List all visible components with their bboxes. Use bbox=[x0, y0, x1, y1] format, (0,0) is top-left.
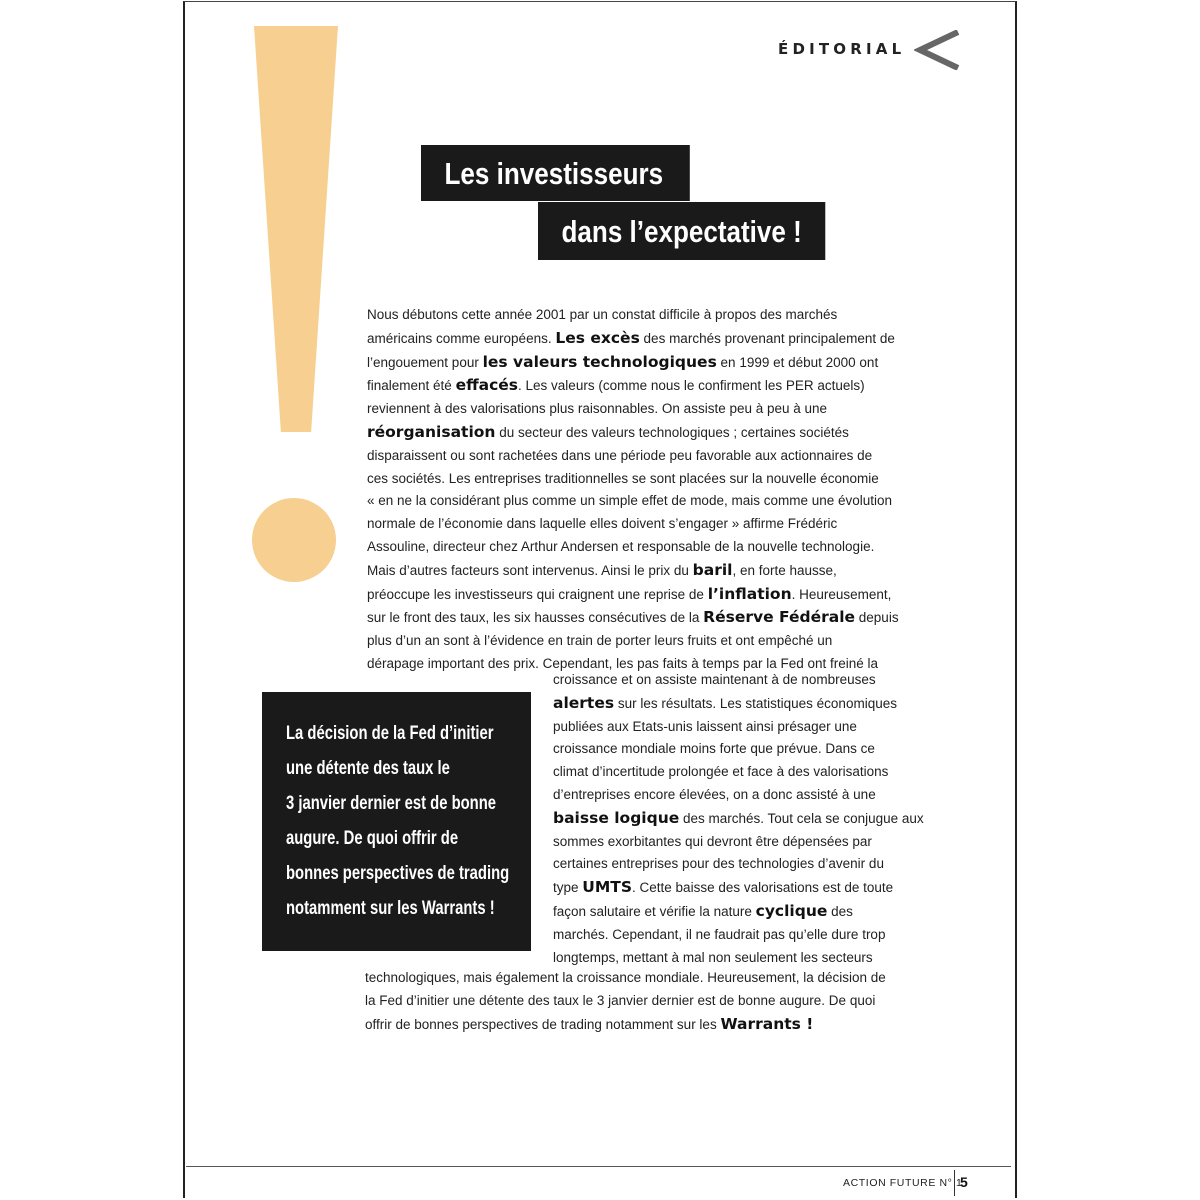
text-run: certaines entreprises pour des technologies d’avenir du bbox=[553, 856, 884, 872]
text-run: longtemps, mettant à mal non seulement les secteurs bbox=[553, 949, 873, 965]
text-run: disparaissent ou sont rachetées dans une période peu favorable aux actionnaires de bbox=[367, 447, 873, 463]
emphasis-text: Warrants ! bbox=[720, 1014, 814, 1033]
text-run: préoccupe les investisseurs qui craignent une reprise de bbox=[367, 586, 708, 602]
text-line bbox=[553, 669, 924, 692]
page-number: 5 bbox=[960, 1174, 968, 1190]
article-body-bottom bbox=[365, 967, 886, 1036]
text-line bbox=[367, 468, 899, 491]
text-run: finalement été bbox=[367, 378, 456, 394]
text-line bbox=[367, 304, 899, 327]
text-run: depuis bbox=[855, 610, 899, 626]
text-run: dérapage important des prix. Cependant, les pas faits à temps par la Fed ont freiné la bbox=[367, 655, 879, 671]
text-line bbox=[553, 947, 924, 970]
text-run: façon salutaire et vérifie la nature bbox=[553, 903, 756, 919]
text-run: la Fed d’initier une détente des taux le 3 janvier dernier est de bonne augure. De quoi bbox=[365, 992, 876, 1008]
text-run: type bbox=[553, 880, 583, 896]
text-run: ces sociétés. Les entreprises traditionnelles se sont placées sur la nouvelle économie bbox=[367, 470, 879, 486]
text-run: l’engouement pour bbox=[367, 354, 483, 370]
text-line bbox=[365, 1013, 886, 1037]
footer-rule bbox=[186, 1166, 1011, 1167]
text-line bbox=[553, 853, 924, 876]
text-run: d’entreprises encore élevées, on a donc assisté à une bbox=[553, 786, 876, 802]
text-line bbox=[553, 924, 924, 947]
emphasis-text: Les excès bbox=[555, 328, 640, 347]
text-line bbox=[367, 490, 899, 513]
text-run: Mais d’autres facteurs sont intervenus. Ainsi le prix du bbox=[367, 562, 693, 578]
section-label: ÉDITORIAL bbox=[778, 40, 906, 58]
text-run: du secteur des valeurs technologiques ; certaines sociétés bbox=[495, 424, 849, 440]
text-run: publiées aux Etats-unis laissent ainsi présager une bbox=[553, 718, 857, 734]
emphasis-text: baril bbox=[692, 560, 733, 579]
footer-publication-name: ACTION FUTURE N° 1 bbox=[843, 1177, 963, 1189]
text-run: Assouline, directeur chez Arthur Andersen et responsable de la nouvelle technologie. bbox=[367, 538, 875, 554]
text-run: marchés. Cependant, il ne faudrait pas qu’elle dure trop bbox=[553, 926, 886, 942]
text-run: sur le front des taux, les six hausses consécutives de la bbox=[367, 610, 704, 626]
text-line bbox=[367, 536, 899, 559]
text-line bbox=[553, 692, 924, 716]
text-line bbox=[367, 351, 899, 375]
text-line bbox=[553, 738, 924, 761]
exclamation-dot-graphic bbox=[252, 498, 336, 582]
emphasis-text: baisse logique bbox=[553, 808, 680, 827]
text-run: technologiques, mais également la croissance mondiale. Heureusement, la décision de bbox=[365, 970, 886, 985]
text-run: normale de l’économie dans laquelle elles doivent s’engager » affirme Frédéric bbox=[367, 516, 838, 532]
text-run: américains comme européens. bbox=[367, 330, 556, 346]
text-line bbox=[553, 831, 924, 854]
text-run: . Les valeurs (comme nous le confirment les PER actuels) bbox=[518, 378, 865, 394]
emphasis-text: l’inflation bbox=[707, 584, 792, 603]
pull-quote-line: bonnes perspectives de trading bbox=[286, 863, 510, 884]
headline-line-2: dans l’expectative ! bbox=[538, 202, 825, 260]
text-run: « en ne la considérant plus comme un simple effet de mode, mais comme une évolution bbox=[367, 493, 893, 509]
pull-quote-text bbox=[286, 716, 509, 926]
pull-quote-line: une détente des taux le bbox=[286, 758, 450, 779]
pull-quote-line: La décision de la Fed d’initier bbox=[286, 723, 494, 744]
text-line bbox=[367, 374, 899, 398]
text-line bbox=[553, 876, 924, 900]
text-run: des bbox=[827, 903, 853, 919]
text-run: croissance et on assiste maintenant à de nombreuses bbox=[553, 672, 876, 687]
text-line bbox=[367, 327, 899, 351]
text-line bbox=[365, 990, 886, 1013]
text-run: plus d’un an sont à l’évidence en train de porter leurs fruits et ont empêché un bbox=[367, 633, 833, 649]
headline-line-1: Les investisseurs bbox=[421, 145, 690, 201]
text-line bbox=[367, 398, 899, 421]
text-line bbox=[367, 513, 899, 536]
text-run: . Cette baisse des valorisations est de toute bbox=[632, 880, 894, 896]
pull-quote-line: notamment sur les Warrants ! bbox=[286, 898, 495, 919]
text-run: des marchés provenant principalement de bbox=[639, 330, 895, 346]
text-run: climat d’incertitude prolongée et face à des valorisations bbox=[553, 764, 889, 780]
emphasis-text: cyclique bbox=[755, 901, 828, 920]
text-run: croissance mondiale moins forte que prévue. Dans ce bbox=[553, 741, 875, 757]
text-line bbox=[365, 967, 886, 990]
text-line bbox=[367, 559, 899, 583]
text-run: sommes exorbitantes qui devront être dépensées par bbox=[553, 833, 872, 849]
text-run: Nous débutons cette année 2001 par un constat difficile à propos des marchés bbox=[367, 307, 838, 322]
text-run: sur les résultats. Les statistiques économiques bbox=[614, 695, 897, 711]
text-line bbox=[553, 807, 924, 831]
text-line bbox=[553, 716, 924, 739]
text-line bbox=[367, 630, 899, 653]
text-line bbox=[367, 606, 899, 630]
pull-quote-line: augure. De quoi offrir de bbox=[286, 828, 459, 849]
emphasis-text: réorganisation bbox=[367, 422, 496, 441]
emphasis-text: alertes bbox=[553, 693, 615, 712]
article-body-middle bbox=[553, 669, 924, 969]
emphasis-text: les valeurs technologiques bbox=[482, 352, 717, 371]
emphasis-text: Réserve Fédérale bbox=[703, 608, 856, 627]
chevron-left-icon bbox=[914, 30, 962, 70]
text-run: en 1999 et début 2000 ont bbox=[716, 354, 879, 370]
text-line bbox=[367, 421, 899, 445]
emphasis-text: UMTS bbox=[582, 878, 633, 897]
text-run: reviennent à des valorisations plus raisonnables. On assiste peu à peu à une bbox=[367, 401, 828, 417]
text-run: offrir de bonnes perspectives de trading notamment sur les bbox=[365, 1016, 721, 1032]
article-body-top bbox=[367, 304, 899, 676]
text-line bbox=[553, 761, 924, 784]
pull-quote-line: 3 janvier dernier est de bonne bbox=[286, 793, 497, 814]
text-run: . Heureusement, bbox=[791, 586, 892, 602]
text-line bbox=[553, 900, 924, 924]
text-line bbox=[367, 445, 899, 468]
emphasis-text: effacés bbox=[455, 376, 519, 395]
text-line bbox=[553, 784, 924, 807]
text-run: des marchés. Tout cela se conjugue aux bbox=[679, 810, 924, 826]
text-line bbox=[367, 583, 899, 607]
text-run: , en forte hausse, bbox=[732, 562, 837, 578]
